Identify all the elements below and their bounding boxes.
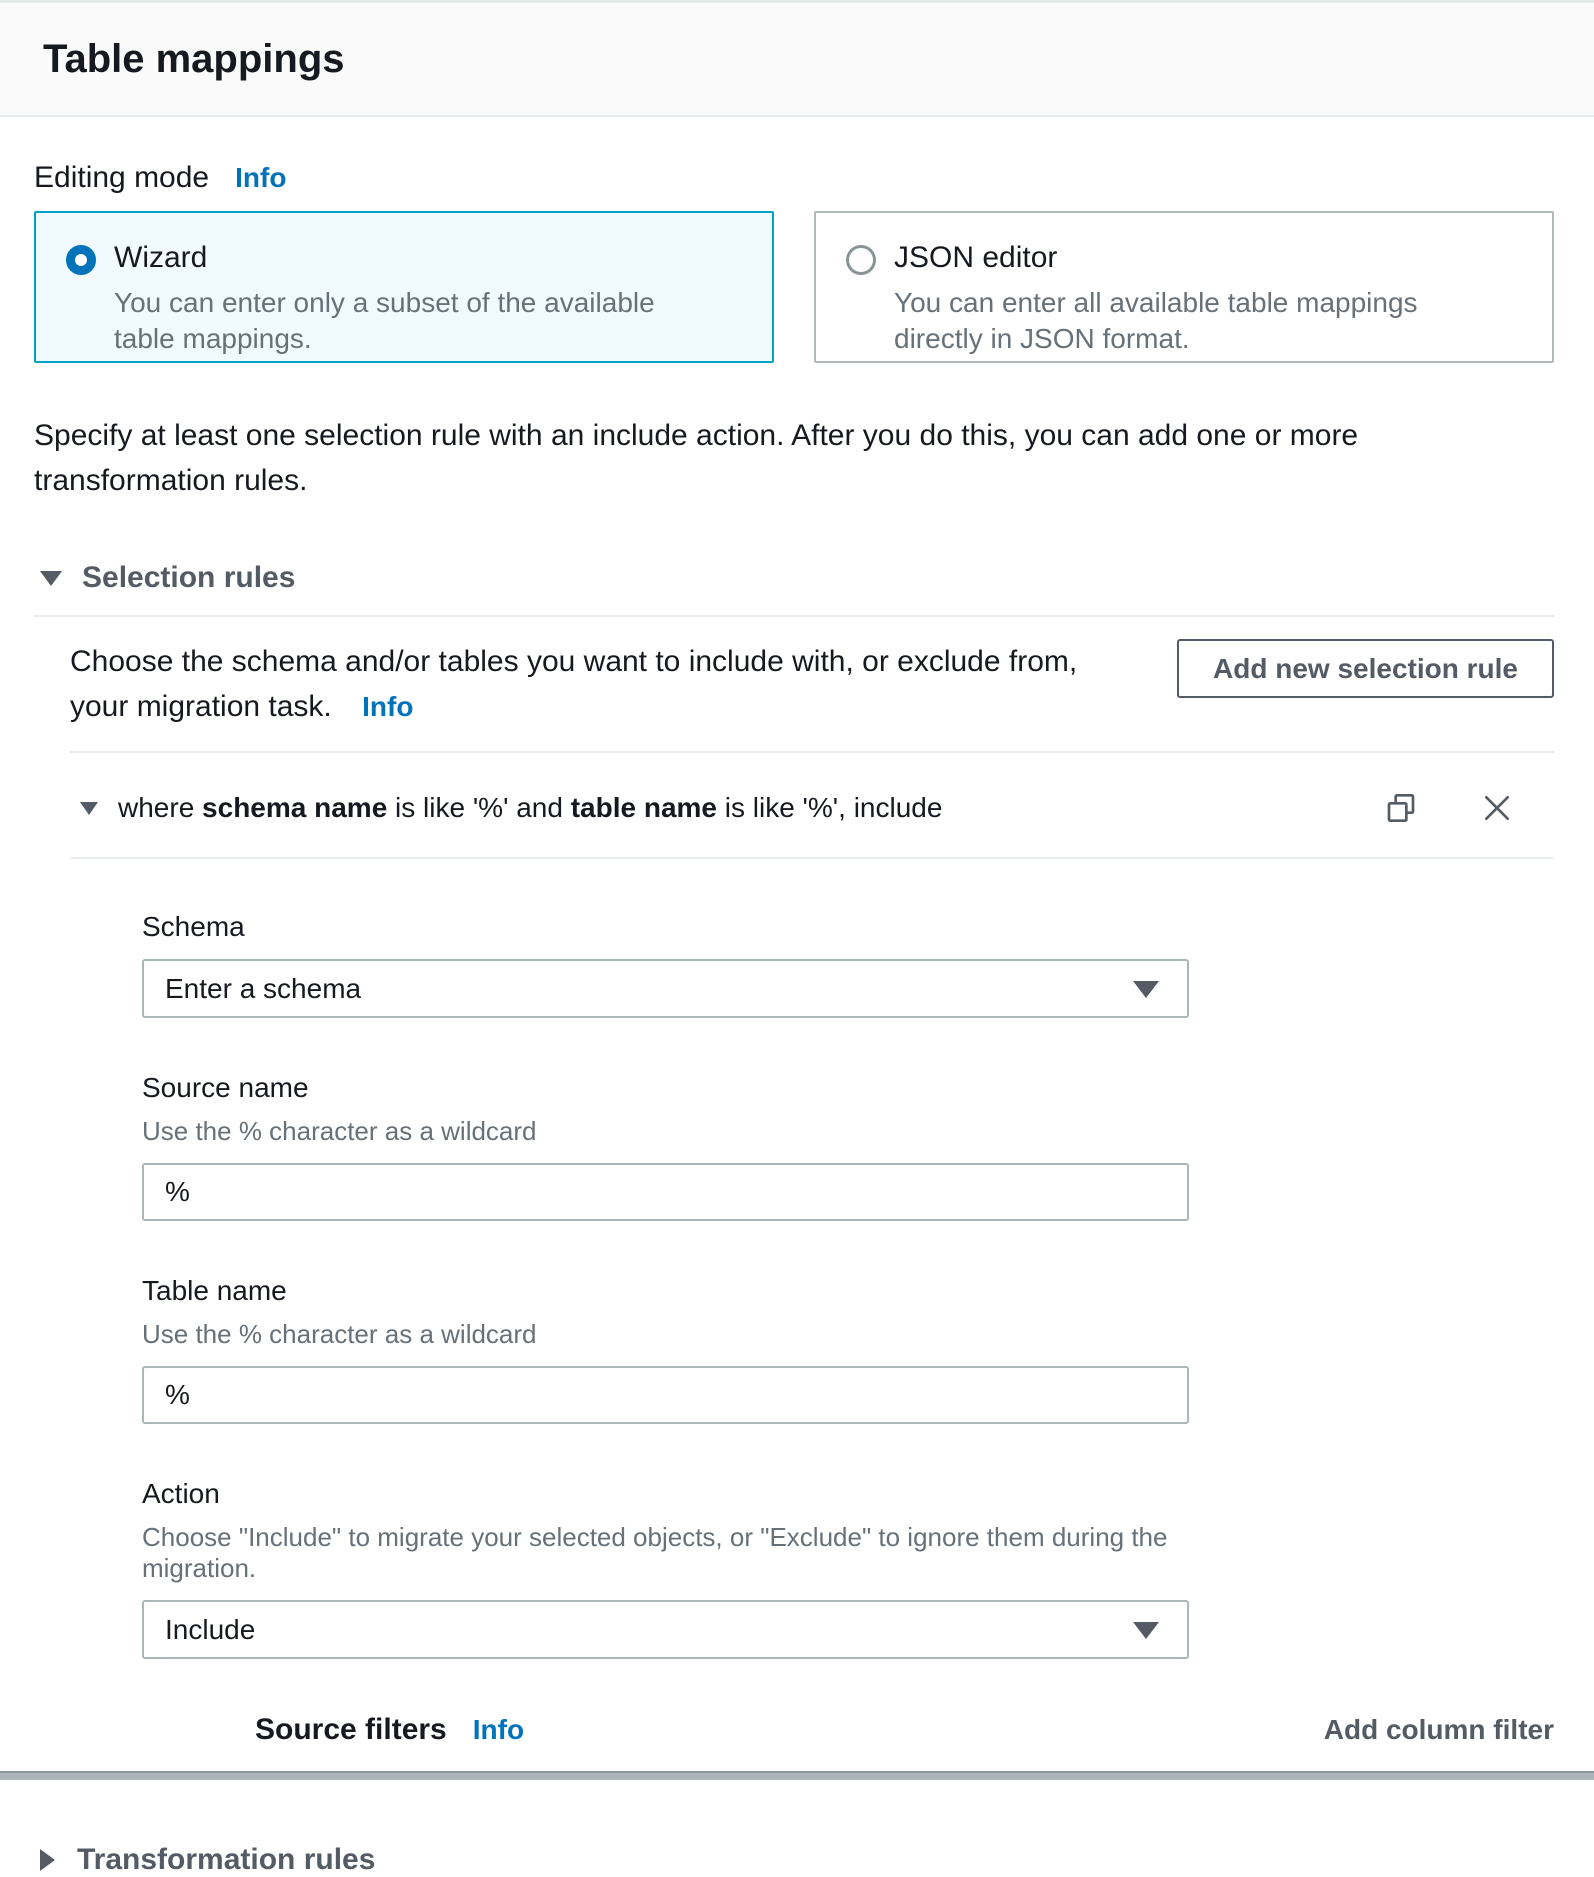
- tile-wizard[interactable]: [34, 211, 774, 363]
- source-name-label: Source name: [142, 1072, 309, 1103]
- action-label: Action: [142, 1478, 220, 1509]
- action-select[interactable]: [142, 1600, 1189, 1659]
- radio-wizard-checked-icon[interactable]: [66, 245, 96, 275]
- duplicate-rule-button[interactable]: [1385, 791, 1417, 825]
- tile-wizard-description: You can enter only a subset of the available table mappings.: [114, 287, 655, 354]
- editing-mode-row: [34, 161, 1554, 195]
- source-filters-info-link[interactable]: Info: [472, 1714, 525, 1745]
- divider: [70, 857, 1554, 859]
- radio-json-editor-icon[interactable]: [846, 245, 876, 275]
- add-column-filter-button[interactable]: Add column filter: [1323, 1714, 1554, 1745]
- selection-rules-info-link[interactable]: Info: [362, 691, 414, 722]
- panel-header: [0, 0, 1594, 117]
- divider: [34, 615, 1554, 617]
- add-new-selection-rule-button[interactable]: Add new selection rule: [1177, 639, 1554, 698]
- source-filters-row: [255, 1713, 1554, 1747]
- editing-mode-tiles: [34, 211, 1554, 363]
- schema-select[interactable]: [142, 959, 1189, 1018]
- source-name-input[interactable]: [142, 1163, 1189, 1221]
- selection-rules-description: Choose the schema and/or tables you want to include with, or exclude from, your migration task. Info: [70, 645, 1078, 723]
- schema-label: Schema: [142, 911, 245, 942]
- table-name-help: Use the % character as a wildcard: [142, 1319, 537, 1349]
- source-name-help: Use the % character as a wildcard: [142, 1116, 537, 1146]
- rule-form: [142, 911, 1189, 1659]
- panel-content: [0, 161, 1594, 1877]
- rule-summary: where schema name is like '%' and table name is like '%', include: [118, 792, 943, 823]
- copy-icon: [1385, 791, 1417, 825]
- source-filters-title: Source filters: [255, 1713, 447, 1746]
- divider: [70, 751, 1554, 753]
- selection-rules-expander[interactable]: [34, 561, 1554, 595]
- table-name-input[interactable]: [142, 1366, 1189, 1424]
- intro-text: Specify at least one selection rule with an include action. After you do this, you can add one or more transformation rules.: [34, 419, 1359, 497]
- rule-header-row: [34, 791, 1554, 825]
- action-select-value: Include: [165, 1613, 256, 1645]
- action-help: Choose "Include" to migrate your selected objects, or "Exclude" to ignore them during the migration.: [142, 1522, 1168, 1583]
- chevron-down-icon: [1133, 1622, 1159, 1639]
- remove-rule-button[interactable]: [1481, 792, 1513, 824]
- next-panel-edge: [0, 1771, 1594, 1780]
- chevron-right-icon: [40, 1849, 55, 1871]
- schema-select-value: Enter a schema: [165, 972, 362, 1004]
- tile-json-editor-description: You can enter all available table mappings directly in JSON format.: [894, 287, 1418, 354]
- chevron-down-icon: [1133, 981, 1159, 998]
- rule-chevron-down-icon[interactable]: [80, 802, 98, 815]
- editing-mode-info-link[interactable]: Info: [235, 162, 287, 193]
- transformation-rules-title: Transformation rules: [77, 1843, 376, 1876]
- tile-json-editor[interactable]: [814, 211, 1554, 363]
- tile-wizard-label: Wizard: [114, 241, 208, 274]
- table-name-label: Table name: [142, 1275, 287, 1306]
- tile-json-editor-label: JSON editor: [894, 241, 1058, 274]
- chevron-down-icon: [40, 571, 62, 586]
- selection-rules-title: Selection rules: [82, 561, 296, 594]
- page-title: Table mappings: [43, 36, 345, 81]
- close-icon: [1481, 792, 1513, 824]
- selection-rules-description-row: [34, 639, 1554, 729]
- transformation-rules-expander[interactable]: [34, 1843, 1554, 1877]
- editing-mode-label: Editing mode: [34, 161, 210, 194]
